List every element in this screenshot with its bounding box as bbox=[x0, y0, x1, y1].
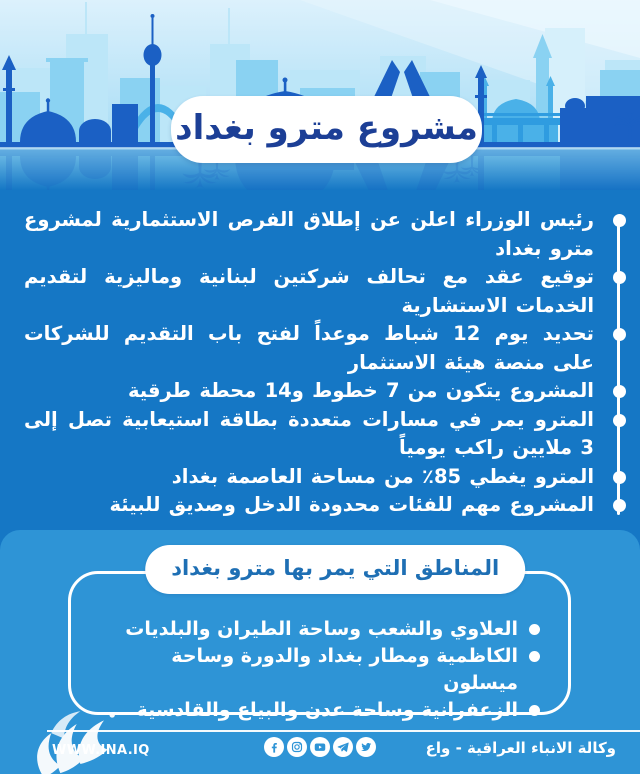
area-item: الزعفرانية وساحة عدن والبياع والقادسية bbox=[91, 697, 542, 724]
title-banner bbox=[171, 96, 482, 163]
ina-flame-logo-icon bbox=[24, 700, 124, 774]
areas-section bbox=[0, 530, 640, 774]
facts-section bbox=[0, 190, 640, 530]
social-icons bbox=[264, 737, 376, 757]
fact-item: تحديد يوم 12 شباط موعداً لفتح باب التقديم للشركات على منصة هيئة الاستثمار bbox=[24, 320, 594, 377]
facebook-icon bbox=[264, 737, 284, 757]
areas-box-title: المناطق التي يمر بها مترو بغداد bbox=[145, 545, 525, 594]
fact-item: رئيس الوزراء اعلن عن إطلاق الفرص الاستثمارية لمشروع مترو بغداد bbox=[24, 206, 594, 263]
area-item: العلاوي والشعب وساحة الطيران والبلديات bbox=[91, 616, 542, 643]
instagram-icon bbox=[287, 737, 307, 757]
areas-list bbox=[91, 616, 542, 724]
area-item: الكاظمية ومطار بغداد والدورة وساحة ميسلون bbox=[91, 643, 542, 697]
skyline-illustration bbox=[0, 0, 640, 190]
telegram-icon bbox=[333, 737, 353, 757]
fact-item: توقيع عقد مع تحالف شركتين لبنانية وماليزية لتقديم الخدمات الاستشارية bbox=[24, 263, 594, 320]
twitter-icon bbox=[356, 737, 376, 757]
fact-item: المترو يمر في مسارات متعددة بطاقة استيعابية تصل إلى 3 ملايين راكب يومياً bbox=[24, 406, 594, 463]
page-title: مشروع مترو بغداد bbox=[175, 107, 478, 148]
fact-item: المشروع يتكون من 7 خطوط و14 محطة طرقية bbox=[24, 377, 594, 406]
fact-item: المشروع مهم للفئات محدودة الدخل وصديق للبيئة bbox=[24, 491, 594, 520]
fact-item: المترو يغطي 85٪ من مساحة العاصمة بغداد bbox=[24, 463, 594, 492]
website-url: WWW.INA.IQ bbox=[52, 743, 150, 758]
facts-list bbox=[0, 190, 640, 530]
youtube-icon bbox=[310, 737, 330, 757]
footer-divider bbox=[47, 730, 640, 732]
agency-name: وكالة الانباء العراقية - واع bbox=[425, 739, 616, 757]
